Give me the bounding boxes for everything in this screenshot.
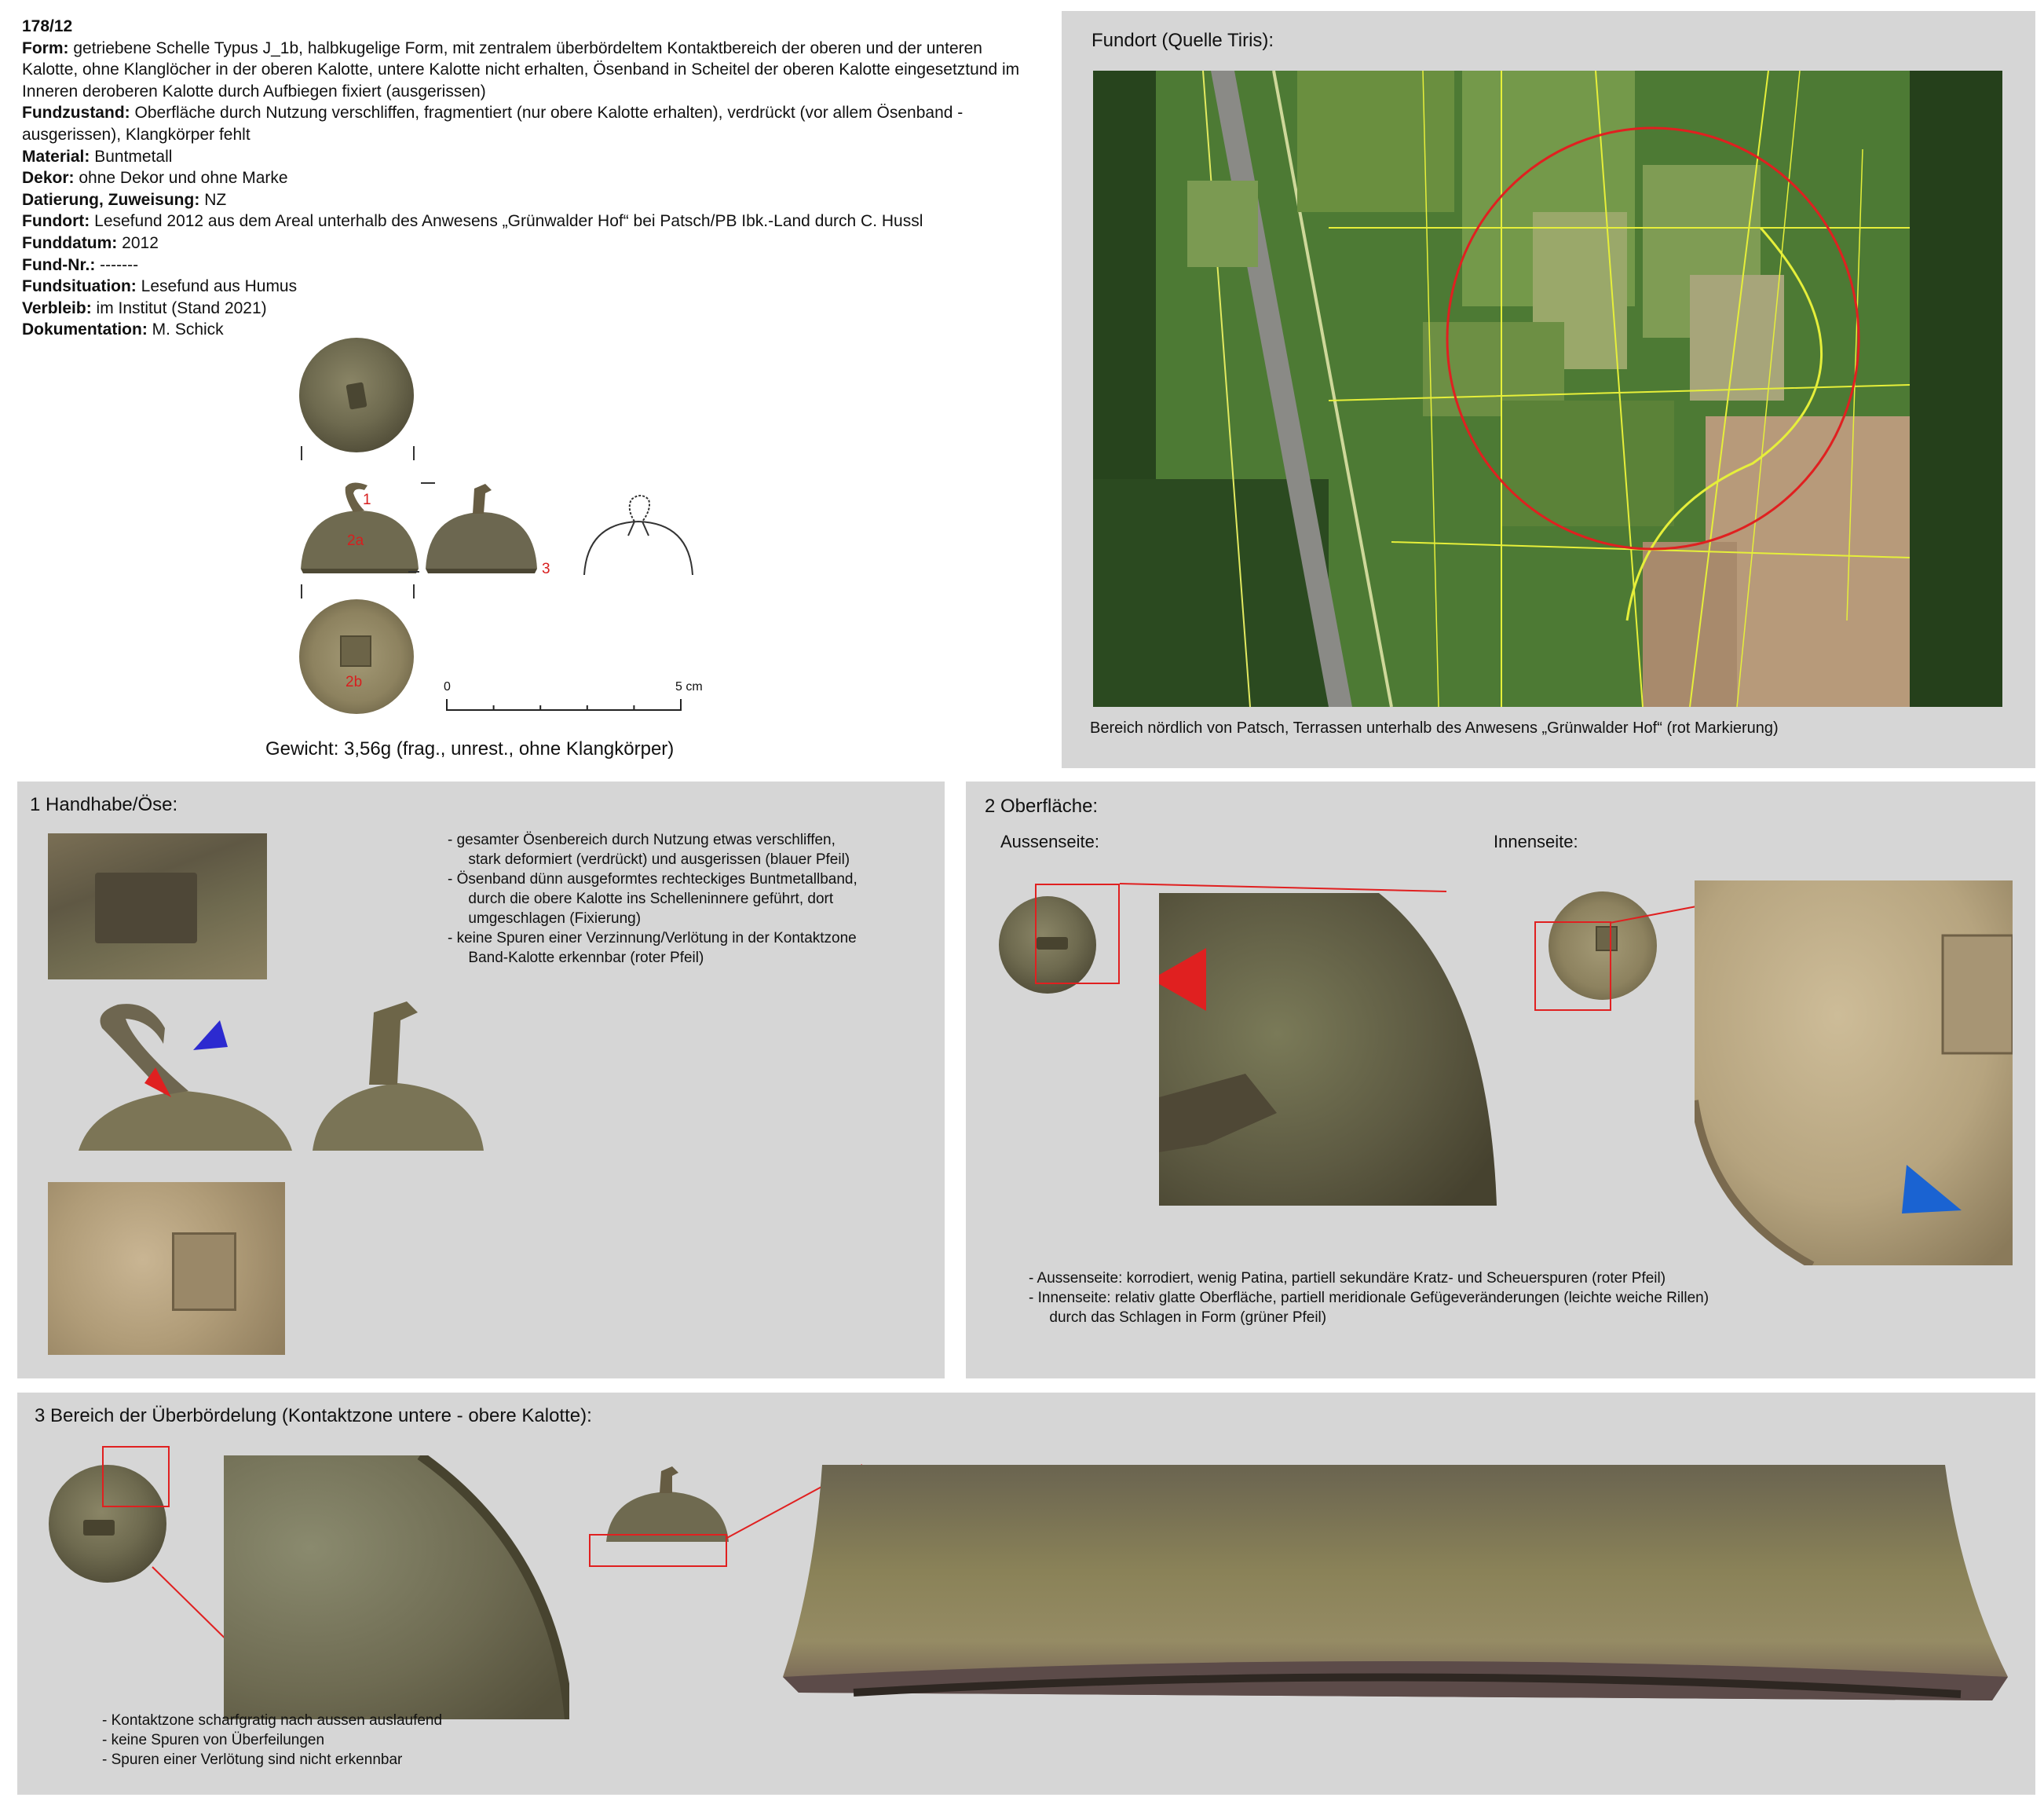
outer-side-label: Aussenseite: <box>1000 832 1099 851</box>
panel-handle-title: 1 Handhabe/Öse: <box>30 794 178 815</box>
record-field-number: Fund-Nr.: ------- <box>22 255 139 274</box>
handle-detail-photo-top <box>48 833 267 979</box>
record-field-findspot: Fundort: Lesefund 2012 aus dem Areal unterhalb des Anwesens „Grünwalder Hof“ bei Patsch/PB Ibk.-Land durch C. Hussl <box>22 212 923 231</box>
object-side-view-photo-2 <box>422 481 540 575</box>
handle-side-photo-2 <box>313 997 484 1151</box>
record-info <box>22 16 1035 341</box>
cadastral-map[interactable] <box>1093 71 2002 707</box>
inner-side-label: Innenseite: <box>1494 832 1578 851</box>
panel-handle-notes: - gesamter Ösenbereich durch Nutzung etwas verschliffen, stark deformiert (verdrückt) und ausgerissen (blauer Pfeil) - Ösenband dünn ausgeformtes rechteckiges Buntmetallband, durch die obere Kalotte ins Schelleninnere geführt, dort umgeschlagen (Fixierung) - keine Spuren einer Verzinnung/Verlötung in der Kontaktzone Band-Kalotte erkennbar (roter Pfeil) <box>448 832 857 966</box>
drawing-label-2a: 2a <box>347 533 364 549</box>
drawing-tick <box>413 446 415 460</box>
record-field-date: Funddatum: 2012 <box>22 233 159 252</box>
outer-highlight-box <box>1035 884 1120 984</box>
scale-end-label: 5 cm <box>675 680 703 694</box>
panel-flange <box>17 1393 2035 1795</box>
record-field-documentation: Dokumentation: M. Schick <box>22 320 224 339</box>
handle-inner-photo <box>48 1182 285 1355</box>
object-top-view-photo <box>299 338 414 452</box>
drawing-label-2b: 2b <box>346 674 363 690</box>
drawing-tick <box>408 571 419 573</box>
record-field-dating: Datierung, Zuweisung: NZ <box>22 190 227 209</box>
flange-edge-zoom-photo <box>783 1465 2008 1708</box>
drawing-tick <box>301 446 302 460</box>
drawing-label-1: 1 <box>363 492 371 508</box>
weight-label: Gewicht: 3,56g (frag., unrest., ohne Klangkörper) <box>265 738 675 760</box>
scale-bar <box>444 697 687 713</box>
object-section-drawing <box>580 492 697 578</box>
panel-flange-notes: - Kontaktzone scharfgratig nach aussen auslaufend - keine Spuren von Überfeilungen - Spuren einer Verlötung sind nicht erkennbar <box>102 1712 443 1768</box>
record-field-condition: Fundzustand: Oberfläche durch Nutzung verschliffen, fragmentiert (nur obere Kalotte erhalten), verdrückt (vor allem Ösenband - ausgerissen), Klangkörper fehlt <box>22 104 963 144</box>
outer-zoom-photo <box>1159 893 1497 1206</box>
object-inner-view-photo <box>299 599 414 714</box>
map-panel-title: Fundort (Quelle Tiris): <box>1091 30 1274 51</box>
record-field-situation: Fundsituation: Lesefund aus Humus <box>22 277 298 296</box>
scale-start-label: 0 <box>444 680 451 694</box>
flange-zoom-photo <box>224 1455 569 1719</box>
inner-zoom-photo <box>1695 880 2013 1265</box>
flange-highlight-box <box>102 1446 170 1507</box>
record-field-location: Verbleib: im Institut (Stand 2021) <box>22 298 267 317</box>
drawing-tick <box>301 584 302 599</box>
record-field-decor: Dekor: ohne Dekor und ohne Marke <box>22 169 288 188</box>
panel-flange-title: 3 Bereich der Überbördelung (Kontaktzone untere - obere Kalotte): <box>35 1405 592 1426</box>
record-number: 178/12 <box>22 17 73 35</box>
drawing-label-3: 3 <box>542 561 550 577</box>
object-side-view-photo <box>297 481 422 575</box>
record-field-form: Form: getriebene Schelle Typus J_1b, halbkugelige Form, mit zentralem überbördeltem Kontaktbereich der oberen und der unteren Kalotte, ohne Klanglöcher in der oberen Kalotte, untere Kalotte nicht erhalten, Ösenband in Scheitel der oberen Kalotte eingesetztund im Inneren deroberen Kalotte durch Aufbiegen fixiert (ausgerissen) <box>22 38 1020 101</box>
map-panel <box>1062 11 2035 768</box>
panel-surface <box>966 782 2035 1378</box>
record-field-material: Material: Buntmetall <box>22 147 173 166</box>
panel-surface-notes: - Aussenseite: korrodiert, wenig Patina, partiell sekundäre Kratz- und Scheuerspuren (roter Pfeil) - Innenseite: relativ glatte Oberfläche, partiell meridionale Gefügeveränderungen (leichte weiche Rillen) durch das Schlagen in Form (grüner Pfeil) <box>1029 1270 1709 1326</box>
panel-handle <box>17 782 945 1378</box>
map-caption: Bereich nördlich von Patsch, Terrassen unterhalb des Anwesens „Grünwalder Hof“ (rot Markierung) <box>1090 719 1779 737</box>
drawing-tick <box>413 584 415 599</box>
panel-surface-title: 2 Oberfläche: <box>985 796 1099 817</box>
handle-side-photo <box>79 997 292 1151</box>
flange-side-highlight-box <box>589 1534 727 1567</box>
inner-highlight-box <box>1534 921 1611 1011</box>
